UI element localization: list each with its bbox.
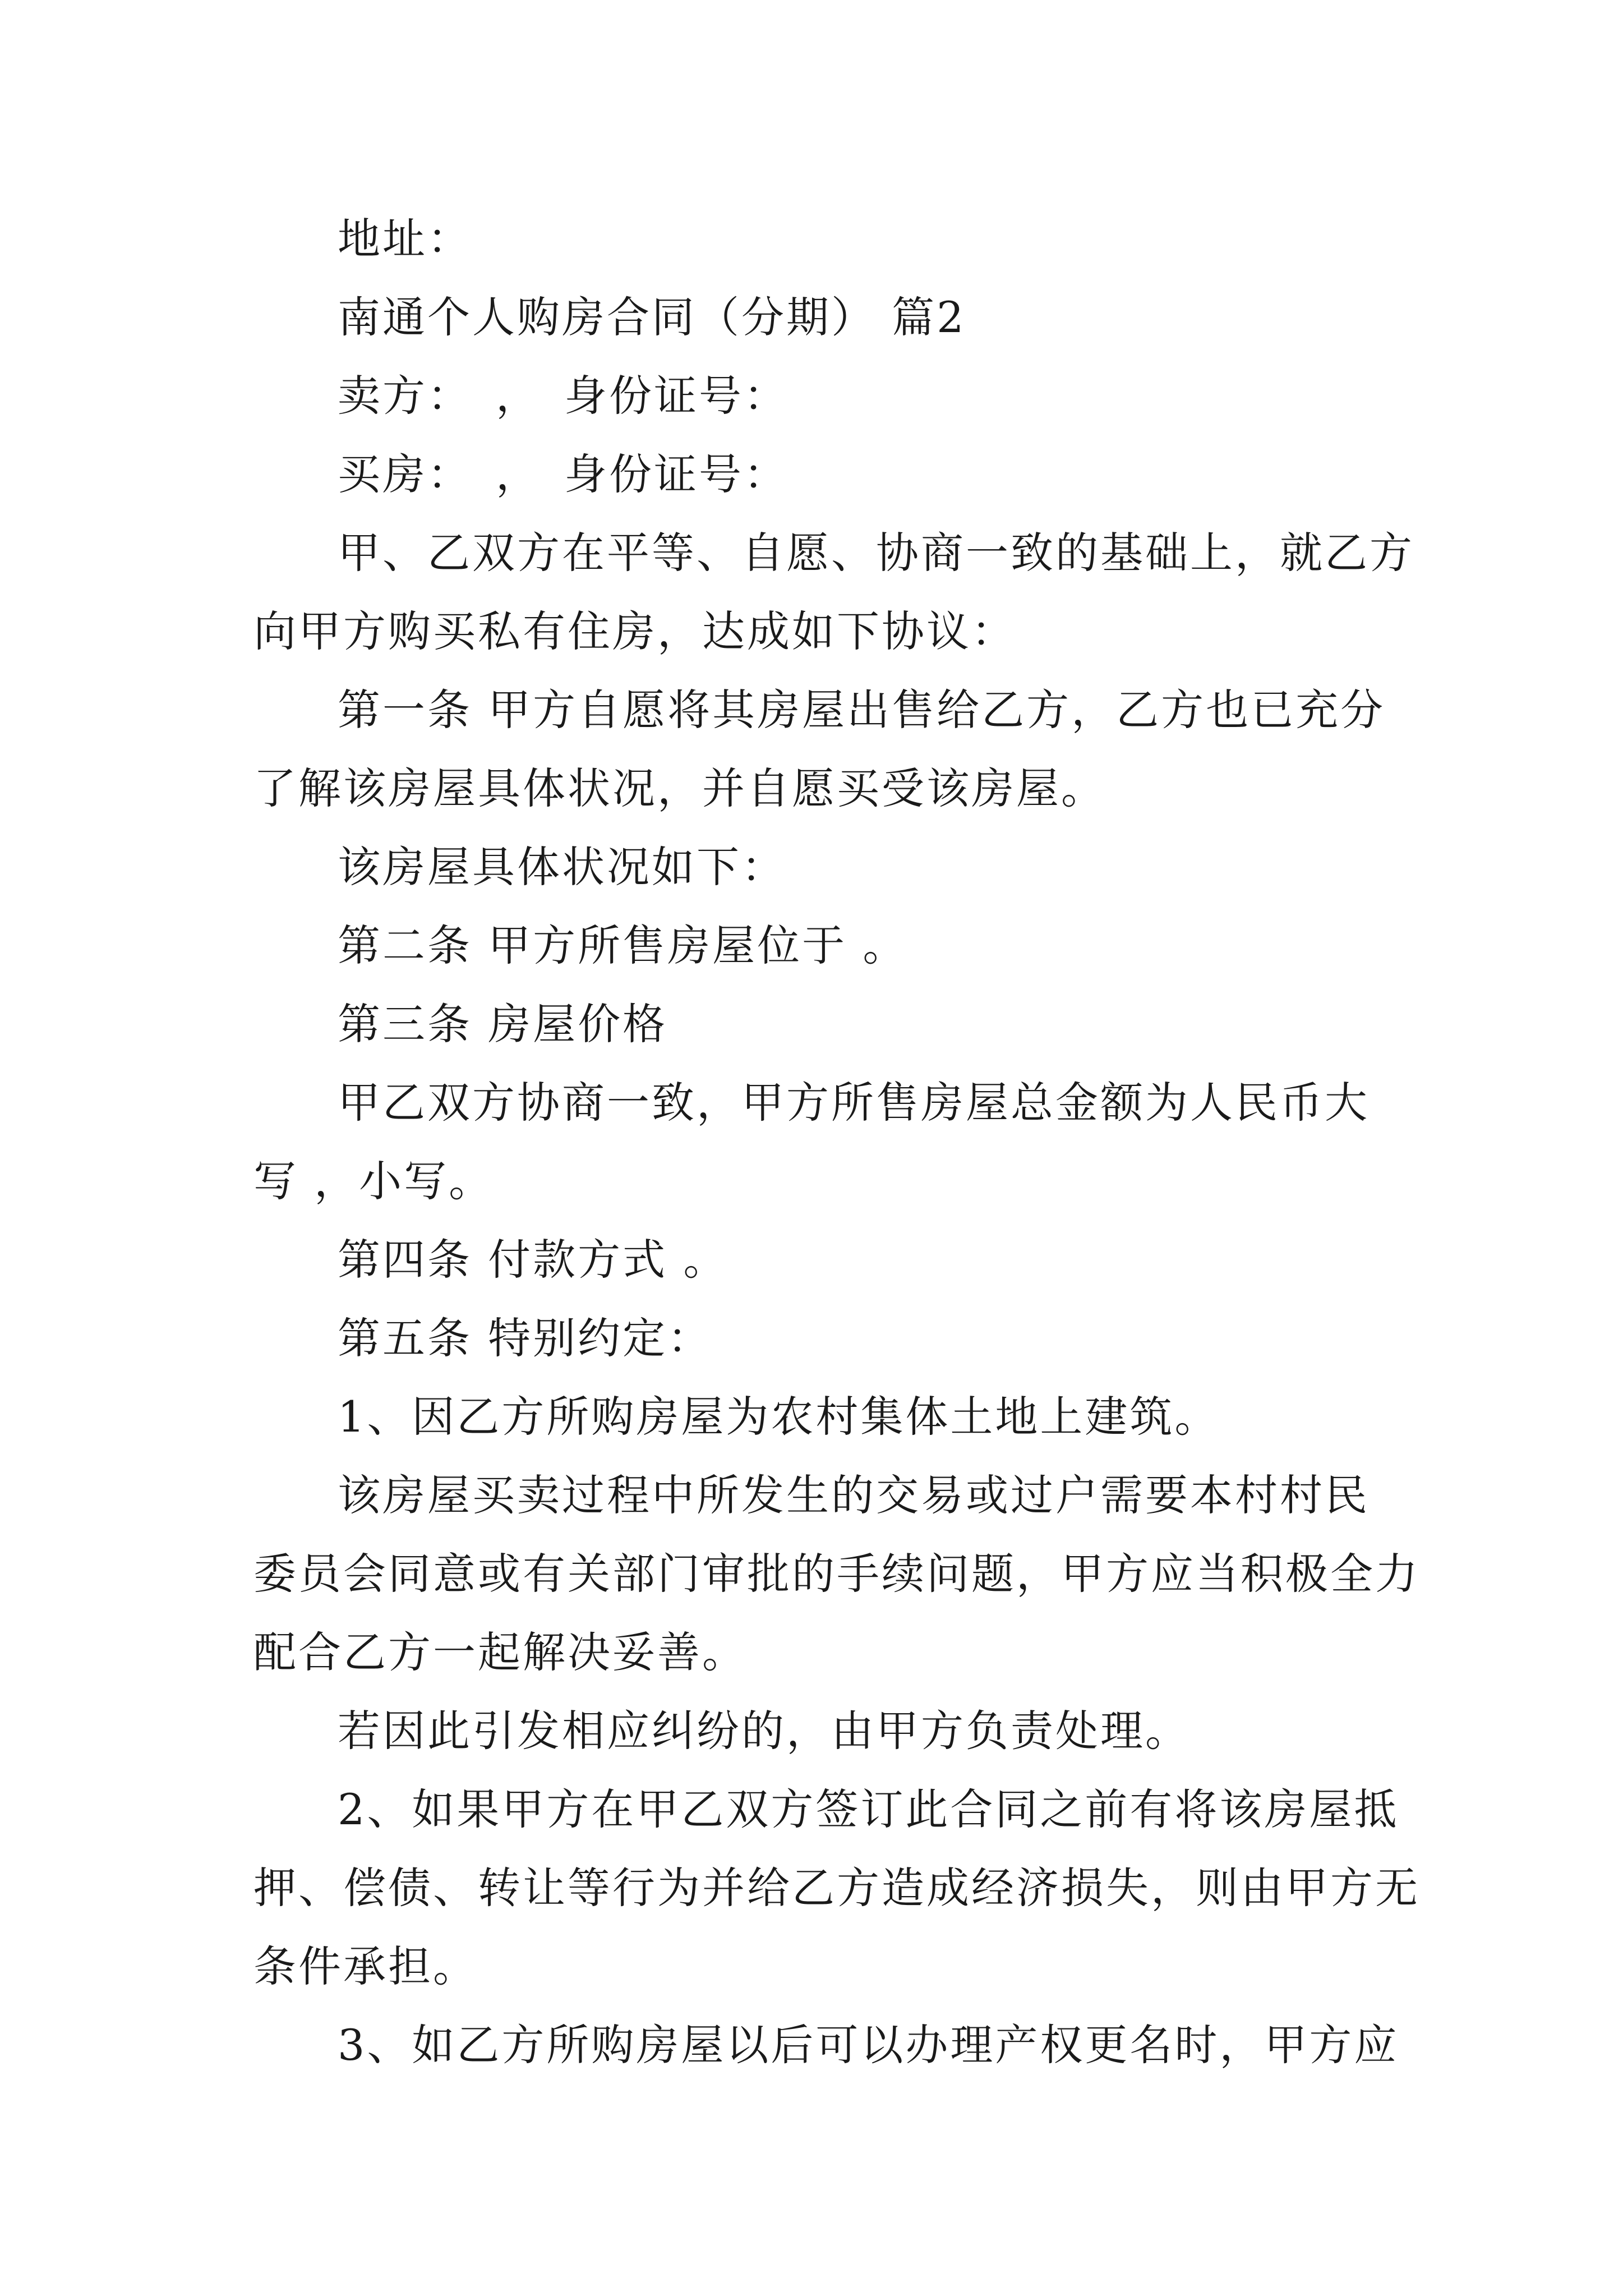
paragraph-line: 甲乙双方协商一致，甲方所售房屋总金额为人民币大 [338,1078,1370,1128]
paragraph-line: 向甲方购买私有住房，达成如下协议： [253,606,1016,656]
paragraph-line: 该房屋买卖过程中所发生的交易或过户需要本村村民 [338,1470,1370,1520]
paragraph-line: 若因此引发相应纠纷的，由甲方负责处理。 [338,1706,1190,1756]
section-title: 南通个人购房合同（分期） 篇2 [338,292,966,342]
article-3-heading: 第三条 房屋价格 [338,999,668,1049]
clause-1-line: 1、因乙方所购房屋为农村集体土地上建筑。 [338,1392,1220,1442]
article-2-line: 第二条 甲方所售房屋位于 。 [338,921,908,970]
clause-3-line: 3、如乙方所购房屋以后可以办理产权更名时，甲方应 [338,2020,1399,2070]
buyer-line: 买房： ， 身份证号： [338,449,789,499]
address-label: 地址： [338,214,472,264]
article-4-line: 第四条 付款方式 。 [338,1235,728,1285]
article-1-line: 第一条 甲方自愿将其房屋出售给乙方，乙方也已充分 [338,685,1386,735]
paragraph-line: 该房屋具体状况如下： [338,842,786,892]
seller-line: 卖方： ， 身份证号： [338,371,789,421]
paragraph-line: 条件承担。 [253,1941,478,1991]
paragraph-line: 写 ，小写。 [253,1156,494,1206]
paragraph-line: 了解该房屋具体状况，并自愿买受该房屋。 [253,763,1106,813]
paragraph-line: 委员会同意或有关部门审批的手续问题，甲方应当积极全力 [253,1549,1420,1599]
clause-2-line: 2、如果甲方在甲乙双方签订此合同之前有将该房屋抵 [338,1784,1399,1834]
paragraph-line: 甲、乙双方在平等、自愿、协商一致的基础上，就乙方 [338,528,1414,578]
paragraph-line: 押、偿债、转让等行为并给乙方造成经济损失，则由甲方无 [253,1863,1420,1913]
paragraph-line: 配合乙方一起解决妥善。 [253,1627,747,1677]
article-5-heading: 第五条 特别约定： [338,1313,713,1363]
